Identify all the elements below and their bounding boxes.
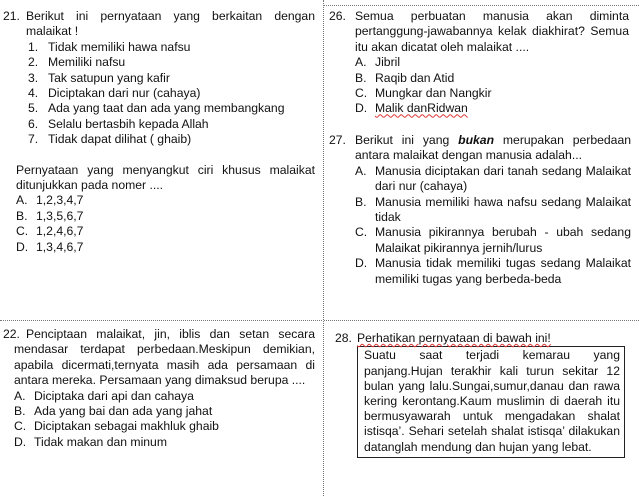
answer-options (16, 193, 315, 255)
answer-option-c[interactable]: C. Manusia pikirannya berubah - ubah sedang Malaikat pikirannya jernih/lurus (355, 225, 631, 255)
list-item: 5. Ada yang taat dan ada yang membangkang (28, 101, 285, 116)
list-item: 2. Memiliki nafsu (28, 55, 126, 70)
column-divider (323, 0, 324, 496)
answer-option-c[interactable]: C. Diciptakan sebagai makhluk ghaib (14, 419, 219, 434)
answer-option-b[interactable]: B. Manusia memiliki hawa nafsu sedang Malaikat tidak (355, 194, 631, 225)
list-item: 4. Diciptakan dari nur (cahaya) (28, 86, 201, 101)
question-stem: Berikut ini pernyataan yang berkaitan dengan malaikat ! (26, 9, 315, 39)
answer-option-b[interactable]: B. Ada yang bai dan ada yang jahat (14, 404, 213, 419)
answer-options (355, 164, 631, 287)
answer-option-d[interactable]: D. Malik danRidwan (355, 101, 468, 116)
list-item: 3. Tak satupun yang kafir (28, 70, 170, 85)
left-column (0, 0, 319, 496)
question-number: 27. (329, 133, 346, 147)
question-stem: Berikut ini yang bukan merupakan perbedaan antara malaikat dengan manusia adalah... (355, 133, 632, 163)
answer-option-d[interactable]: D. Manusia tidak memiliki tugas sedang Malaikat memiliki tugas yang berbeda-beda (355, 256, 631, 286)
answer-options (355, 55, 629, 117)
question-number: 28. (335, 331, 352, 345)
answer-options (14, 389, 315, 451)
answer-option-c[interactable]: C. Mungkar dan Nangkir (355, 86, 492, 101)
question-stem: Semua perbuatan manusia akan diminta pertanggung-jawabannya kelak diakhirat? Semua itu akan dicatat oleh malaikat .... (355, 9, 629, 54)
answer-option-b[interactable]: B. 1,3,5,6,7 (16, 208, 84, 223)
emphasis-word: bukan (458, 133, 495, 147)
answer-option-a[interactable]: A. Diciptaka dari api dan cahaya (14, 388, 194, 403)
list-item: 1. Tidak memiliki hawa nafsu (28, 39, 191, 54)
answer-option-a[interactable]: A. 1,2,3,4,7 (16, 193, 84, 208)
question-stem: Perhatikan pernyataan di bawah ini! (357, 331, 551, 345)
answer-option-d[interactable]: D. 1,3,4,6,7 (16, 239, 84, 254)
statement-list (26, 40, 315, 148)
right-column (327, 0, 639, 496)
answer-option-d[interactable]: D. Tidak makan dan minum (14, 434, 167, 449)
answer-option-b[interactable]: B. Raqib dan Atid (355, 70, 455, 85)
question-number: 26. (329, 9, 346, 23)
answer-option-a[interactable]: A. Jibril (355, 55, 401, 70)
list-item: 7. Tidak dapat dilihat ( ghaib) (28, 132, 192, 147)
answer-option-c[interactable]: C. 1,2,4,6,7 (16, 224, 84, 239)
passage-box: Suatu saat terjadi kemarau yang panjang.Hujan terakhir kali turun sekitar 12 bulan yang lalu.Sungai,sumur,danau dan rawa kering kerontang.Kaum muslimin di daerah itu bermusyawarah untuk mengadakan shalat istisqa’. Sehari setelah shalat istisqa’ dilakukan datanglah mendung dan hujan yang lebat. (357, 346, 625, 457)
list-item: 6. Selalu bertasbih kepada Allah (28, 116, 209, 131)
answer-option-a[interactable]: A. Manusia diciptakan dari tanah sedang Malaikat dari nur (cahaya) (355, 163, 631, 194)
question-stem: Penciptaan malaikat, jin, iblis dan setan secara mendasar terdapat perbedaan.Meskipun demikian, apabila dicermati,ternyata masih ada persamaan di antara mereka. Persamaan yang dimaksud berupa .... (14, 327, 315, 388)
question-number: 21. (3, 9, 20, 23)
question-prompt: Pernyataan yang menyangkut ciri khusus malaikat ditunjukkan pada nomer .... (16, 162, 315, 193)
question-number: 22. (3, 327, 20, 341)
